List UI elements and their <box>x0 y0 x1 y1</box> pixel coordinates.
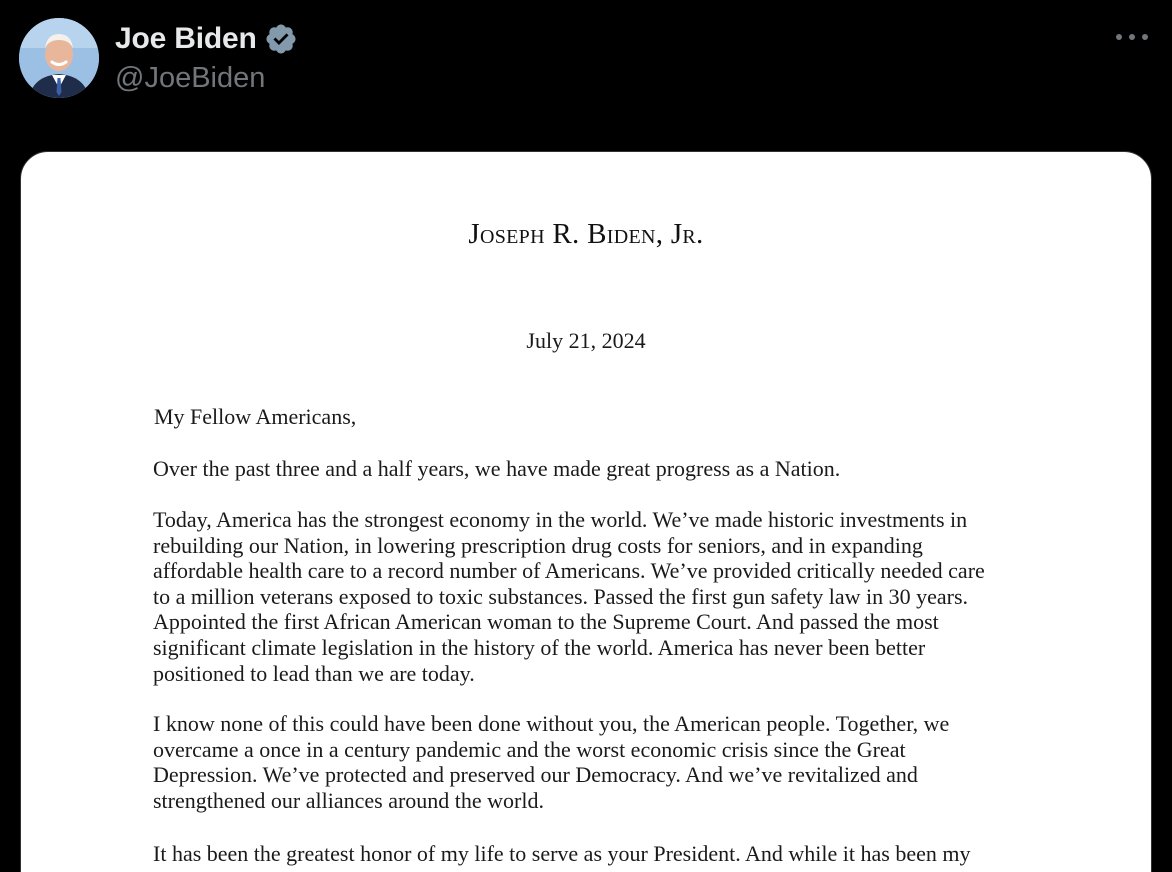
letter-paragraph <box>153 841 1033 867</box>
letter-line: Today, America has the strongest economy in the world. We’ve made historic investments in <box>153 507 968 532</box>
author-name-row <box>115 18 298 60</box>
author-display-name[interactable]: Joe Biden <box>115 22 257 55</box>
more-horizontal-icon[interactable] <box>1116 24 1148 50</box>
letter-paragraph <box>153 711 1033 813</box>
avatar[interactable] <box>19 18 99 98</box>
letter-line: overcame a once in a century pandemic and the worst economic crisis since the Great <box>153 736 906 762</box>
letterhead: Joseph R. Biden, Jr. <box>468 218 704 250</box>
letter-line: strengthened our alliances around the world. <box>153 787 544 813</box>
author-block <box>115 18 298 96</box>
letter-line: Over the past three and a half years, we have made great progress as a Nation. <box>153 456 841 481</box>
letter-date: July 21, 2024 <box>526 328 646 353</box>
post-media-image[interactable] <box>20 151 1152 872</box>
letter-line: I know none of this could have been done without you, the American people. Together, we <box>153 711 950 736</box>
letter-line: rebuilding our Nation, in lowering prescription drug costs for seniors, and in expanding <box>153 532 923 558</box>
letter-line: to a million veterans exposed to toxic substances. Passed the first gun safety law in 30 years. <box>153 583 969 609</box>
letter-salutation: My Fellow Americans, <box>154 404 357 429</box>
letter-paragraph <box>153 456 1033 482</box>
letter-line: It has been the greatest honor of my life to serve as your President. And while it has been my <box>153 841 971 866</box>
more-dot <box>1142 34 1148 40</box>
letter-line: Appointed the first African American woman to the Supreme Court. And passed the most <box>153 609 939 635</box>
avatar-image <box>19 18 99 98</box>
more-dot <box>1129 34 1135 40</box>
letter-line: significant climate legislation in the history of the world. America has never been better <box>153 634 926 660</box>
post-header <box>0 0 1172 140</box>
letter-line: positioned to lead than we are today. <box>153 660 475 686</box>
verified-badge-icon[interactable] <box>264 22 298 56</box>
more-dot <box>1116 34 1122 40</box>
letter-document <box>21 152 1151 872</box>
letter-line: Depression. We’ve protected and preserved our Democracy. And we’ve revitalized and <box>153 762 918 788</box>
letter-paragraph <box>153 507 1033 686</box>
letter-line: affordable health care to a record number of Americans. We’ve provided critically needed care <box>153 558 985 584</box>
author-handle[interactable]: @JoeBiden <box>115 62 266 94</box>
